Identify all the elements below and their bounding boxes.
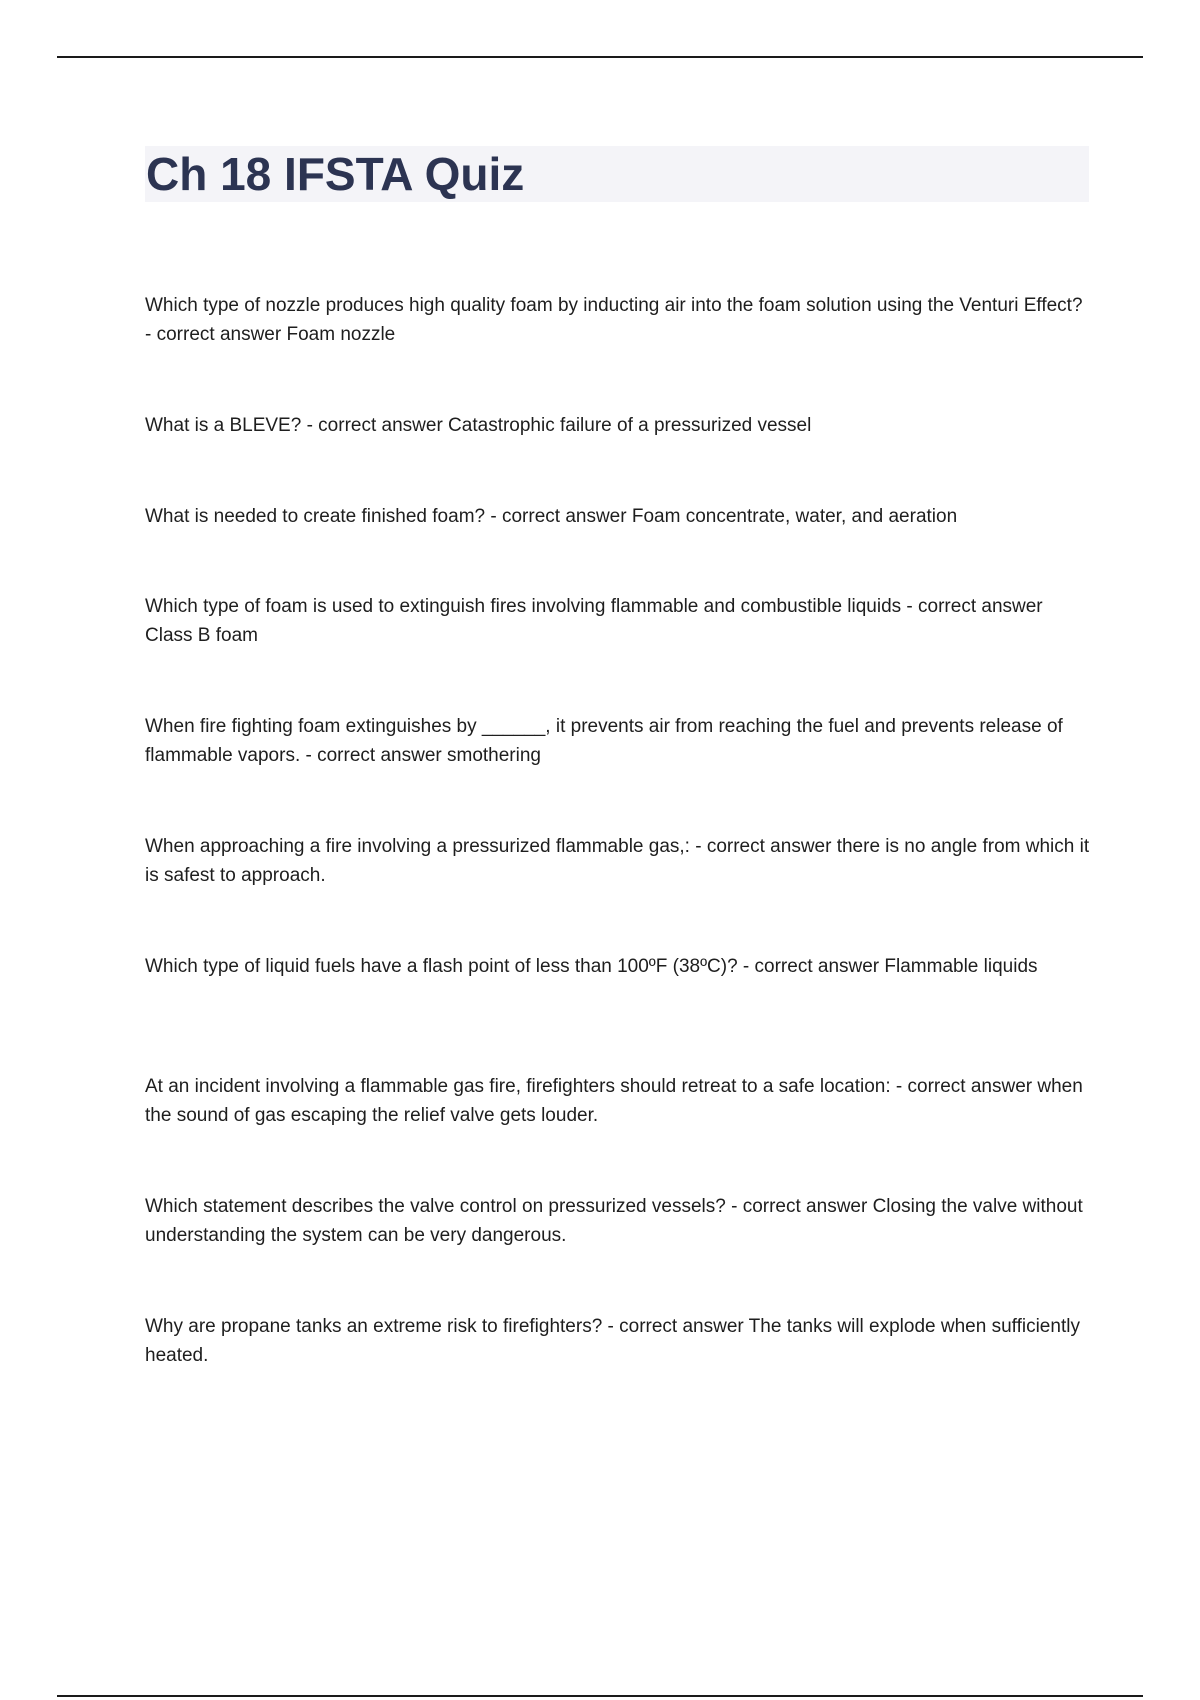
qa-item-7: Which type of liquid fuels have a flash point of less than 100ºF (38ºC)? - correct answer Flammable liquids <box>145 956 1038 977</box>
qa-item-6: When approaching a fire involving a pressurized flammable gas,: - correct answer there is no angle from which it is safest to approach. <box>145 836 1090 886</box>
qa-item-8: At an incident involving a flammable gas fire, firefighters should retreat to a safe location: - correct answer when the sound of gas escaping the relief valve gets louder. <box>145 1076 1083 1126</box>
document-title: Ch 18 IFSTA Quiz <box>146 148 525 200</box>
footer-rule <box>57 1695 1143 1697</box>
qa-item-2: What is a BLEVE? - correct answer Catastrophic failure of a pressurized vessel <box>145 415 812 436</box>
qa-item-5: When fire fighting foam extinguishes by ______, it prevents air from reaching the fuel and prevents release of flammable vapors. - correct answer smothering <box>145 716 1063 766</box>
qa-item-9: Which statement describes the valve control on pressurized vessels? - correct answer Closing the valve without understanding the system can be very dangerous. <box>145 1196 1083 1246</box>
qa-item-10: Why are propane tanks an extreme risk to firefighters? - correct answer The tanks will explode when sufficiently heated. <box>145 1316 1080 1366</box>
qa-item-1: Which type of nozzle produces high quality foam by inducting air into the foam solution using the Venturi Effect? - correct answer Foam nozzle <box>145 295 1083 345</box>
qa-item-4: Which type of foam is used to extinguish fires involving flammable and combustible liquids - correct answer Class B foam <box>145 596 1043 646</box>
qa-item-3: What is needed to create finished foam? - correct answer Foam concentrate, water, and aeration <box>145 506 958 527</box>
header-rule <box>57 56 1143 58</box>
